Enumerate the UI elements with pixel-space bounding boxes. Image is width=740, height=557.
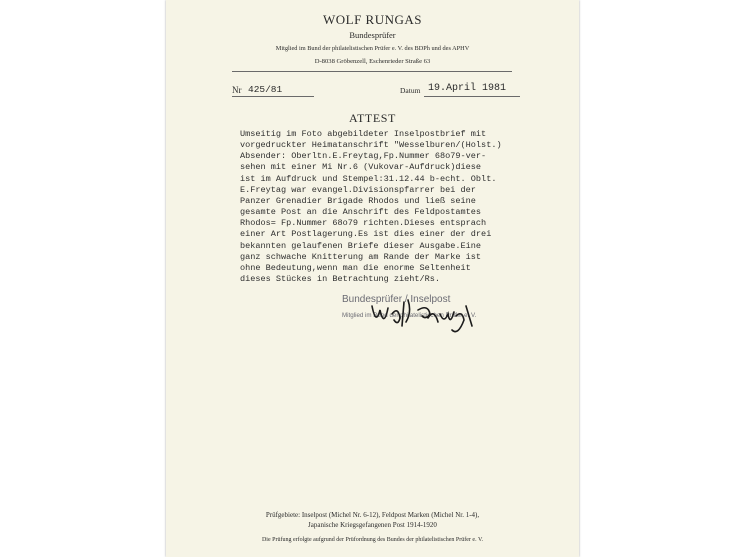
footer-areas: Prüfgebiete: Inselpost (Michel Nr. 6-12), Feldpost Marken (Michel Nr. 1-4),: [265, 511, 480, 519]
address-line: D-8038 Gröbenzell, Eschenrieder Straße 63: [314, 58, 431, 65]
body-line: Panzer Grenadier Brigade Rhodos und ließ seine: [240, 195, 476, 206]
body-line: Umseitig im Foto abgebildeter Inselpostbrief mit: [240, 129, 487, 139]
expert-title: Bundesprüfer: [349, 30, 396, 40]
signature-icon: [368, 296, 478, 338]
body-line: sehen mit einer Mi Nr.6 (Vukovar-Aufdruck)diese: [240, 162, 482, 173]
footer-regulation: Die Prüfung erfolgte aufgrund der Prüfordnung des Bundes der philatelistischen Prüfer e. V.: [261, 537, 484, 543]
membership-line: Mitglied im Bund der philatelistischen Prüfer e. V. des BDPh und des APHV: [275, 45, 470, 52]
body-line: vorgedruckter Heimatanschrift "Wesselburen/(Holst.): [240, 140, 502, 151]
body-line: dieses Stückes in Betrachtung zieht/Rs.: [240, 274, 441, 285]
footer-areas-2: Japanische Kriegsgefangenen Post 1914-1920: [308, 521, 437, 529]
body-line: ist im Aufdruck und Stempel:31.12.44 b-echt. Oblt.: [240, 173, 497, 184]
expert-name: WOLF RUNGAS: [322, 12, 423, 27]
body-line: E.Freytag war evangel.Divisionspfarrer bei der: [240, 184, 476, 195]
nr-label: Nr: [232, 85, 242, 95]
body-line: ganz schwache Knitterung am Rande der Marke ist: [240, 251, 482, 262]
body-line: bekannten gelaufenen Briefe dieser Ausgabe.Eine: [240, 240, 482, 251]
body-line: gesamte Post an die Anschrift des Feldpostamtes: [240, 207, 482, 218]
date-underline: [424, 96, 520, 97]
header-divider: [232, 71, 512, 72]
body-line: Rhodos= Fp.Nummer 68o79 richten.Dieses entsprach: [240, 218, 487, 229]
attest-heading: ATTEST: [349, 111, 396, 125]
date-value: 19.April 1981: [428, 83, 507, 94]
body-line: ohne Bedeutung,wenn man die enorme Seltenheit: [240, 262, 471, 273]
expert-stamp: [342, 294, 512, 342]
body-line: Absender: Oberltn.E.Freytag,Fp.Nummer 68o79-ver-: [240, 151, 487, 162]
nr-underline: [232, 96, 314, 97]
stamp-text: Bundesprüfer / Inselpost: [342, 294, 451, 305]
stamp-membership: Mitglied im Bund der philatelistischen Prüfer e. V.: [342, 312, 477, 319]
date-label: Datum: [400, 86, 421, 95]
certificate-page: [166, 0, 579, 557]
body-line: einer Art Postlagerung.Es ist dies einer der drei: [240, 229, 492, 240]
nr-value: 425/81: [248, 84, 283, 95]
attest-body: [240, 129, 560, 285]
